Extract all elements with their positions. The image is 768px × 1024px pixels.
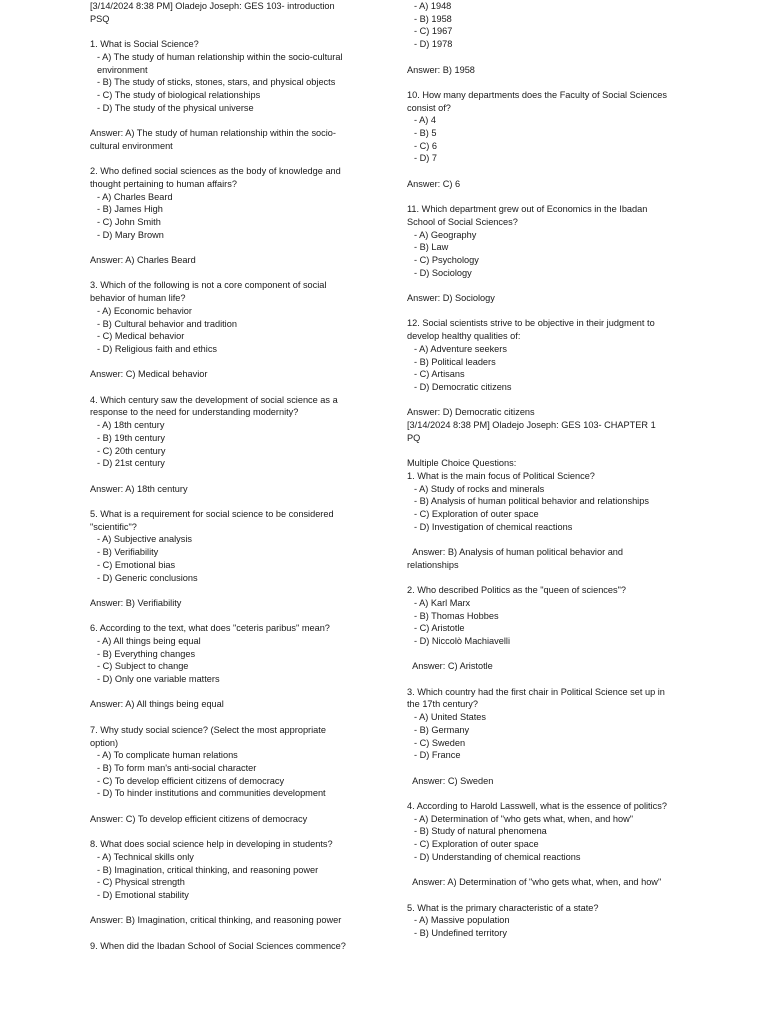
answer-line: Answer: A) Determination of "who gets what, when, and how" [407,877,662,888]
option-line: - A) Karl Marx [414,597,471,608]
question-line: 10. How many departments does the Faculty of Social Sciences consist of? [407,89,670,113]
option-line: - C) Medical behavior [97,331,185,342]
option-line: - A) Adventure seekers [414,343,507,354]
question-line: 4. Which century saw the development of social science as a response to the need for understanding modernity? [90,394,341,418]
option-line: - D) Investigation of chemical reactions [414,521,573,532]
blank-line [90,470,352,483]
answer-line: Answer: C) Sweden [407,775,494,786]
question-line: Multiple Choice Questions: [407,458,517,469]
option-line: - C) Sweden [414,737,466,748]
option-line: - B) Everything changes [97,648,196,659]
option-line: - B) The study of sticks, stones, stars, and physical objects [97,77,336,88]
blank-line [90,800,352,813]
chat-header-line: [3/14/2024 8:38 PM] Oladejo Joseph: GES 103- introduction PSQ [90,1,338,24]
blank-line [407,787,669,800]
option-line: - C) 20th century [97,445,166,456]
answer-line: Answer: B) Imagination, critical thinking, and reasoning power [90,915,342,926]
blank-line [407,305,669,318]
question-line: 3. Which of the following is not a core component of social behavior of human life? [90,280,330,304]
option-line: - B) Undefined territory [414,928,507,939]
answer-line: Answer: B) Verifiability [90,597,182,608]
answer-line: Answer: C) Medical behavior [90,369,208,380]
option-line: - B) Thomas Hobbes [414,610,499,621]
option-line: - B) 19th century [97,432,165,443]
option-line: - A) The study of human relationship within the socio-cultural environment [97,51,346,75]
option-line: - A) United States [414,712,487,723]
blank-line [90,711,352,724]
option-line: - B) 5 [414,128,437,138]
option-line: - D) Religious faith and ethics [97,343,218,354]
answer-line: Answer: B) 1958 [407,64,475,75]
option-line: - B) Law [414,242,449,253]
answer-line: Answer: C) 6 [407,178,461,189]
option-line: - C) Emotional bias [97,559,176,570]
question-line: 6. According to the text, what does "ceteris paribus" mean? [90,623,330,634]
option-line: - B) 1958 [414,13,452,24]
blank-line [90,686,352,699]
question-line: 1. What is the main focus of Political Science? [407,470,595,481]
answer-line: Answer: C) To develop efficient citizens of democracy [90,813,308,824]
option-line: - C) Aristotle [414,623,465,634]
question-line: 9. When did the Ibadan School of Social Sciences commence? [90,940,346,951]
blank-line [407,51,669,64]
option-line: - B) Verifiability [97,547,159,558]
option-line: - C) Physical strength [97,877,185,888]
option-line: - B) Political leaders [414,356,496,367]
blank-line [90,495,352,508]
option-line: - D) 21st century [97,458,165,469]
option-line: - C) The study of biological relationships [97,89,261,100]
blank-line [407,533,669,546]
option-line: - D) France [414,750,461,761]
answer-line: Answer: A) Charles Beard [90,255,196,265]
blank-line [90,241,352,254]
blank-line [90,927,352,940]
blank-line [90,114,352,127]
option-line: - A) Study of rocks and minerals [414,483,545,494]
blank-line [407,165,669,178]
option-line: - C) Exploration of outer space [414,839,539,850]
option-line: - D) Only one variable matters [97,674,220,685]
option-line: - D) Emotional stability [97,889,189,900]
blank-line [407,889,669,902]
option-line: - D) Understanding of chemical reactions [414,851,581,862]
option-line: - D) Niccolò Machiavelli [414,636,510,646]
option-line: - A) Massive population [414,915,510,926]
blank-line [90,25,352,38]
question-line: 7. Why study social science? (Select the most appropriate option) [90,724,329,748]
option-line: - A) Charles Beard [97,191,173,202]
answer-line: Answer: A) All things being equal [90,699,224,710]
option-line: - C) 6 [414,140,437,151]
question-line: 2. Who defined social sciences as the body of knowledge and thought pertaining to human affairs? [90,166,344,189]
question-line: 1. What is Social Science? [90,39,199,50]
answer-line: Answer: A) The study of human relationship within the socio-cultural environment [90,128,336,151]
blank-line [90,381,352,394]
option-line: - D) The study of the physical universe [97,102,254,113]
option-line: - D) To hinder institutions and communities development [97,788,326,799]
option-line: - C) John Smith [97,216,161,227]
blank-line [90,825,352,838]
option-line: - A) To complicate human relations [97,750,238,761]
blank-line [90,356,352,369]
option-line: - B) James High [97,204,163,215]
answer-line: Answer: A) 18th century [90,483,188,494]
blank-line [90,152,352,165]
blank-line [90,610,352,623]
option-line: - C) Subject to change [97,661,189,672]
option-line: - D) Sociology [414,267,472,278]
answer-line: Answer: D) Democratic citizens [407,407,535,418]
blank-line [407,572,669,585]
blank-line [407,673,669,686]
option-line: - C) Psychology [414,255,479,265]
option-line: - A) 18th century [97,420,165,431]
blank-line [407,762,669,775]
question-line: 8. What does social science help in developing in students? [90,839,333,850]
option-line: - D) 7 [414,153,437,164]
option-line: - A) Economic behavior [97,305,192,316]
blank-line [90,267,352,280]
question-line: 5. What is a requirement for social science to be considered "scientific"? [90,508,337,532]
blank-line [407,648,669,661]
option-line: - C) Artisans [414,369,465,380]
blank-line [407,279,669,292]
right-column [407,0,669,940]
question-line: 12. Social scientists strive to be objective in their judgment to develop healthy qualities of: [407,318,658,342]
option-line: - B) To form man's anti-social character [97,762,257,773]
chat-header-line: [3/14/2024 8:38 PM] Oladejo Joseph: GES 103- CHAPTER 1 PQ [407,420,664,443]
blank-line [407,394,669,407]
option-line: - B) Study of natural phenomena [414,826,547,837]
option-line: - A) Subjective analysis [97,534,192,545]
option-line: - C) 1967 [414,26,453,37]
question-line: 5. What is the primary characteristic of a state? [407,902,599,913]
option-line: - C) Exploration of outer space [414,509,539,519]
option-line: - D) Mary Brown [97,229,164,240]
option-line: - B) Cultural behavior and tradition [97,318,237,329]
question-line: 3. Which country had the first chair in Political Science set up in the 17th century? [407,686,668,710]
blank-line [407,445,669,458]
option-line: - D) Democratic citizens [414,382,512,392]
option-line: - A) Determination of "who gets what, when, and how" [414,813,633,824]
option-line: - B) Analysis of human political behavior and relationships [414,496,649,507]
option-line: - A) Geography [414,229,477,240]
answer-line: Answer: D) Sociology [407,293,495,304]
option-line: - B) Germany [414,724,470,735]
question-line: 4. According to Harold Lasswell, what is the essence of politics? [407,801,667,812]
option-line: - D) Generic conclusions [97,572,198,583]
blank-line [407,76,669,89]
option-line: - D) 1978 [414,39,453,50]
answer-line: Answer: B) Analysis of human political behavior and relationships [407,547,626,570]
option-line: - C) To develop efficient citizens of democracy [97,775,285,786]
option-line: - A) Technical skills only [97,851,194,862]
blank-line [90,902,352,915]
answer-line: Answer: C) Aristotle [407,661,493,672]
option-line: - A) 4 [414,115,436,126]
question-line: 11. Which department grew out of Economics in the Ibadan School of Social Sciences? [407,204,650,227]
question-line: 2. Who described Politics as the "queen of sciences"? [407,585,626,596]
option-line: - A) All things being equal [97,635,201,646]
option-line: - B) Imagination, critical thinking, and reasoning power [97,864,319,875]
blank-line [90,584,352,597]
blank-line [407,191,669,204]
blank-line [407,864,669,877]
left-column [90,0,352,952]
option-line: - A) 1948 [414,1,452,11]
